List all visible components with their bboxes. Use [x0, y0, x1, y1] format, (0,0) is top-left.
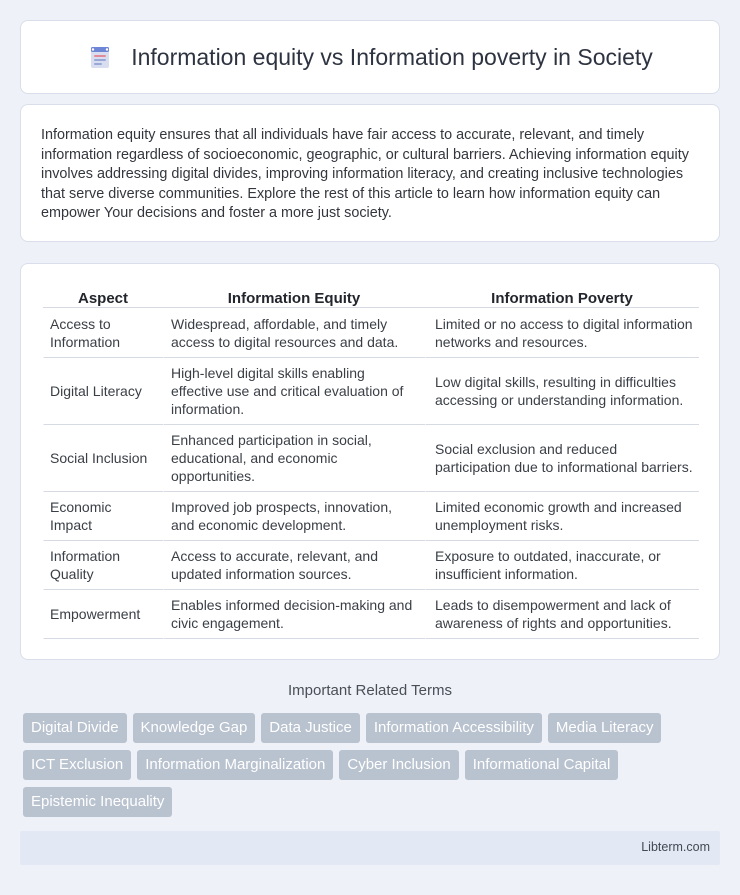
poverty-cell: Limited economic growth and increased unemployment risks. [425, 492, 699, 541]
equity-cell: High-level digital skills enabling effective use and critical evaluation of information. [163, 358, 425, 425]
term-tag[interactable]: ICT Exclusion [23, 750, 131, 780]
aspect-cell: Digital Literacy [43, 358, 163, 425]
header-aspect: Aspect [43, 286, 163, 308]
comparison-card [20, 263, 720, 660]
poverty-cell: Leads to disempowerment and lack of awareness of rights and opportunities. [425, 590, 699, 639]
comparison-table [43, 286, 699, 639]
term-tag[interactable]: Media Literacy [548, 713, 662, 743]
aspect-cell: Economic Impact [43, 492, 163, 541]
header-equity: Information Equity [163, 286, 425, 308]
title-card [20, 20, 720, 94]
table-row [43, 590, 699, 639]
related-terms-list [23, 713, 713, 824]
table-row [43, 541, 699, 590]
term-tag[interactable]: Epistemic Inequality [23, 787, 172, 817]
poverty-cell: Social exclusion and reduced participation due to informational barriers. [425, 425, 699, 492]
poverty-cell: Limited or no access to digital information networks and resources. [425, 308, 699, 358]
table-row [43, 308, 699, 358]
equity-cell: Enables informed decision-making and civic engagement. [163, 590, 425, 639]
equity-cell: Improved job prospects, innovation, and economic development. [163, 492, 425, 541]
term-tag[interactable]: Information Accessibility [366, 713, 542, 743]
table-header-row [43, 286, 699, 308]
footer [20, 831, 720, 865]
footer-site-link[interactable]: Libterm.com [641, 840, 710, 854]
aspect-cell: Access to Information [43, 308, 163, 358]
poverty-cell: Low digital skills, resulting in difficulties accessing or understanding information. [425, 358, 699, 425]
term-tag[interactable]: Data Justice [261, 713, 360, 743]
equity-cell: Widespread, affordable, and timely access to digital resources and data. [163, 308, 425, 358]
aspect-cell: Empowerment [43, 590, 163, 639]
page-title: Information equity vs Information poverty in Society [131, 43, 653, 70]
term-tag[interactable]: Information Marginalization [137, 750, 333, 780]
aspect-cell: Social Inclusion [43, 425, 163, 492]
table-row [43, 358, 699, 425]
equity-cell: Enhanced participation in social, educational, and economic opportunities. [163, 425, 425, 492]
table-row [43, 492, 699, 541]
term-tag[interactable]: Informational Capital [465, 750, 619, 780]
table-row [43, 425, 699, 492]
term-tag[interactable]: Digital Divide [23, 713, 127, 743]
intro-text: Information equity ensures that all individuals have fair access to accurate, relevant, and timely information regardless of socioeconomic, geographic, or cultural barriers. Achieving information equity involves addressing digital divides, improving information literacy, and creating inclusive technologies that serve diverse communities. Explore the rest of this article to learn how information equity can empower Your decisions and foster a more just society. [41, 127, 689, 221]
header-poverty: Information Poverty [425, 286, 699, 308]
equity-cell: Access to accurate, relevant, and updated information sources. [163, 541, 425, 590]
term-tag[interactable]: Cyber Inclusion [339, 750, 458, 780]
intro-card [20, 104, 720, 242]
document-icon [87, 44, 113, 70]
poverty-cell: Exposure to outdated, inaccurate, or insufficient information. [425, 541, 699, 590]
aspect-cell: Information Quality [43, 541, 163, 590]
term-tag[interactable]: Knowledge Gap [133, 713, 256, 743]
related-terms-title: Important Related Terms [288, 682, 452, 699]
